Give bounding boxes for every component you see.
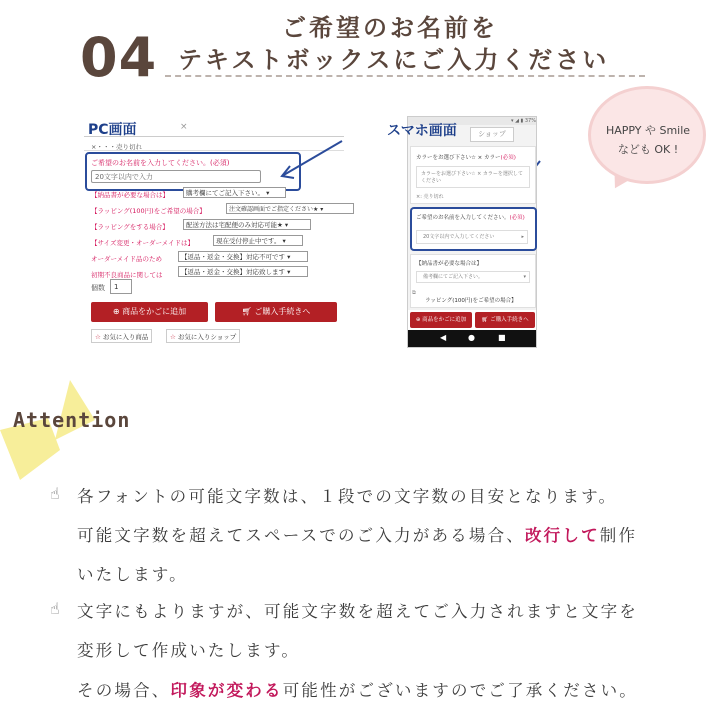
attention-ribbon-decoration: [0, 380, 120, 490]
pc-option-label: 【納品書が必要な場合は】: [91, 191, 169, 199]
phone-status-bar: ▾ ◢ ▮ 37%: [408, 117, 536, 125]
sp-invoice-label: 【納品書が必要な場合は】: [416, 261, 483, 267]
star-icon: ☆: [95, 333, 101, 341]
back-icon[interactable]: ◀: [440, 333, 447, 342]
favorite-shop-label: お気に入りショップ: [177, 333, 237, 341]
pc-name-input[interactable]: 20文字以内で入力: [91, 170, 261, 183]
pc-sold-out-note: ×・・・売り切れ: [91, 143, 142, 151]
pc-option-select[interactable]: 配送方法は宅配便のみ対応可能★ ▾: [183, 219, 311, 230]
copy-icon: ⧉: [412, 290, 416, 296]
attention-text: その場合、印象が変わる可能性がございますのでご了承ください。: [77, 681, 639, 700]
star-icon: ☆: [170, 333, 176, 341]
checkout-label: ご購入手続きへ: [254, 307, 311, 316]
pc-qty-input[interactable]: 1: [110, 279, 132, 294]
pc-option-value: 【返品・返金・交換】対応不可です: [181, 253, 285, 261]
bubble-text-2: なども OK !: [617, 143, 679, 156]
plus-circle-icon: ⊕: [415, 317, 421, 323]
pc-option-label: 【ラッピング(100円)をご希望の場合】: [91, 207, 206, 215]
pointing-hand-icon: ☝: [50, 484, 60, 503]
sp-color-select[interactable]: カラーをお選び下さい☆ × カラーを選択してください: [416, 166, 530, 188]
pc-qty-label: 個数: [91, 284, 105, 292]
pc-screen-label: PC画面: [88, 122, 137, 138]
sp-name-label: ご希望のお名前を入力してください。(必須): [416, 215, 525, 221]
home-icon[interactable]: ●: [468, 333, 475, 342]
pc-option-select[interactable]: 現在受付停止中です。 ▾: [213, 235, 303, 246]
add-to-cart-label: 商品をかごに追加: [122, 307, 187, 316]
pc-option-label: 【サイズ変更・オーダーメイドは】: [91, 239, 195, 247]
sp-color-label: カラーをお選び下さい☆ × カラー(必須): [416, 155, 516, 161]
pc-name-label: ご希望のお名前を入力してください。(必須): [91, 159, 230, 167]
pc-option-value: 購考欄にてご記入下さい。: [186, 189, 264, 197]
pc-option-label: 初期不良商品に関しては: [91, 271, 163, 279]
pc-arrow: [282, 141, 342, 176]
attention-text: 各フォントの可能文字数は、１段での文字数の目安となります。: [77, 487, 618, 506]
attention-text: 可能文字数を超えてスペースでのご入力がある場合、改行して制作: [77, 526, 638, 545]
plus-circle-icon: ⊕: [112, 307, 120, 316]
attention-text: 文字にもよりますが、可能文字数を超えてご入力されますと文字を: [77, 602, 638, 621]
tab-shop[interactable]: ショップ: [470, 127, 514, 142]
highlight-text: 改行して: [524, 526, 600, 545]
attention-text: いたします。: [77, 565, 188, 584]
pc-option-value: 配送方法は宅配便のみ対応可能★: [186, 221, 283, 229]
sp-wrapping-label: ラッピング(100円)をご希望の場合】: [425, 298, 517, 304]
step-number: 04: [80, 26, 158, 89]
sp-sold-out-note: ×: 売り切れ: [416, 194, 444, 200]
highlight-text: 印象が変わる: [170, 681, 283, 700]
attention-text: 変形して作成いたします。: [77, 641, 301, 660]
recents-icon[interactable]: ■: [498, 333, 506, 342]
android-nav-bar: [408, 330, 536, 347]
sp-add-to-cart-button[interactable]: ⊕ 商品をかごに追加: [410, 312, 472, 328]
title-line-2: テキストボックスにご入力ください: [178, 46, 610, 74]
cart-icon: 🛒︎: [481, 317, 489, 323]
attention-title: Attention: [13, 408, 131, 432]
pc-option-select[interactable]: 購考欄にてご記入下さい。 ▾: [183, 187, 286, 198]
pointing-hand-icon: ☝: [50, 599, 60, 618]
close-icon[interactable]: ×: [180, 122, 188, 132]
cart-icon: 🛒︎: [241, 307, 252, 316]
sp-checkout-button[interactable]: 🛒︎ ご購入手続きへ: [475, 312, 535, 328]
sp-screen-label: スマホ画面: [387, 123, 457, 139]
pc-option-value: 【返品・返金・交換】対応致します: [181, 268, 285, 276]
pc-option-value: 現在受付停止中です。: [216, 237, 281, 245]
sp-name-input[interactable]: 20文字以内で入力してください ▸: [416, 230, 528, 244]
pc-option-select[interactable]: 【返品・返金・交換】対応致します ▾: [178, 266, 308, 277]
bubble-text-1: HAPPY や Smile: [605, 124, 691, 137]
pc-option-label: オーダーメイド品のため: [91, 255, 163, 263]
pc-option-select[interactable]: 注文確認画面でご指定ください★ ▾: [226, 203, 354, 214]
pc-option-value: 注文確認画面でご指定ください★: [229, 206, 319, 213]
favorite-item-label: お気に入り商品: [102, 333, 149, 341]
sp-invoice-select[interactable]: 備考欄にてご記入下さい。 ▾: [416, 271, 530, 283]
sp-name-highlight-box: [410, 207, 537, 251]
pc-option-label: 【ラッピングをする場合】: [91, 223, 169, 231]
pc-option-select[interactable]: 【返品・返金・交換】対応不可です ▾: [178, 251, 308, 262]
title-line-1: ご希望のお名前を: [282, 14, 498, 42]
